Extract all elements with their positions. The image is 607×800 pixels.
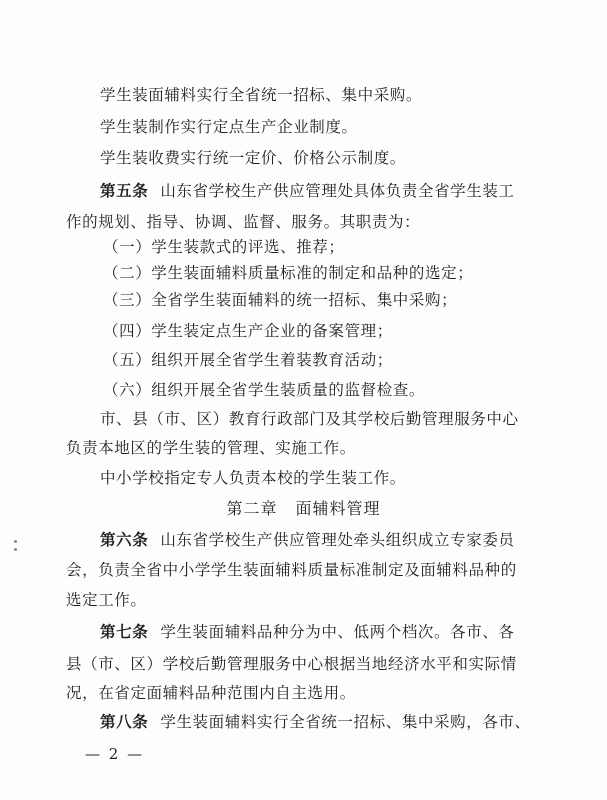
duty-item: （四）学生装定点生产企业的备案管理； — [103, 322, 393, 340]
chapter-number: 第二章 — [226, 499, 278, 518]
paragraph-line: 中小学校指定专人负责本校的学生装工作。 — [100, 469, 406, 487]
article-5 — [0, 181, 607, 201]
scan-speck — [14, 540, 17, 543]
article-line: 会，负责全省中小学学生装面辅料质量标准制定及面辅料品种的 — [66, 561, 517, 579]
paragraph-line: 市、县（市、区）教育行政部门及其学校后勤管理服务中心 — [100, 410, 519, 428]
article-text: 山东省学校生产供应管理处牵头组织成立专家委员 — [160, 531, 515, 549]
duty-item: （三）全省学生装面辅料的统一招标、集中采购； — [103, 291, 458, 309]
article-line: 况，在省定面辅料品种范围内自主选用。 — [66, 684, 356, 702]
chapter-title: 面辅料管理 — [295, 499, 381, 518]
article-7 — [0, 622, 607, 642]
chapter-heading — [0, 499, 607, 519]
clause-line: 学生装收费实行统一定价、价格公示制度。 — [100, 149, 406, 167]
article-text: 学生装面辅料实行全省统一招标、集中采购，各市、 — [160, 713, 531, 731]
article-number: 第六条 — [100, 531, 149, 549]
article-line: 选定工作。 — [66, 591, 147, 609]
paragraph-line: 负责本地区的学生装的管理、实施工作。 — [66, 439, 356, 457]
article-number: 第八条 — [100, 713, 149, 731]
duty-item: （五）组织开展全省学生着装教育活动； — [103, 351, 393, 369]
article-text: 山东省学校生产供应管理处具体负责全省学生装工 — [160, 182, 515, 200]
article-number: 第五条 — [100, 182, 149, 200]
article-text: 学生装面辅料品种分为中、低两个档次。各市、各 — [160, 623, 515, 641]
page-number: — 2 — — [85, 745, 145, 763]
article-6 — [0, 530, 607, 550]
duty-item: （六）组织开展全省学生装质量的监督检查。 — [103, 381, 426, 399]
article-number: 第七条 — [100, 623, 149, 641]
article-line: 作的规划、指导、协调、监督、服务。其职责为： — [66, 213, 421, 231]
duty-item: （二）学生装面辅料质量标准的制定和品种的选定； — [103, 264, 474, 282]
duty-item: （一）学生装款式的评选、推荐； — [103, 238, 345, 256]
clause-line: 学生装制作实行定点生产企业制度。 — [100, 118, 358, 136]
article-8 — [0, 712, 607, 732]
scan-speck — [14, 548, 17, 551]
article-line: 县（市、区）学校后勤管理服务中心根据当地经济水平和实际情 — [66, 655, 517, 673]
clause-line: 学生装面辅料实行全省统一招标、集中采购。 — [100, 86, 423, 104]
